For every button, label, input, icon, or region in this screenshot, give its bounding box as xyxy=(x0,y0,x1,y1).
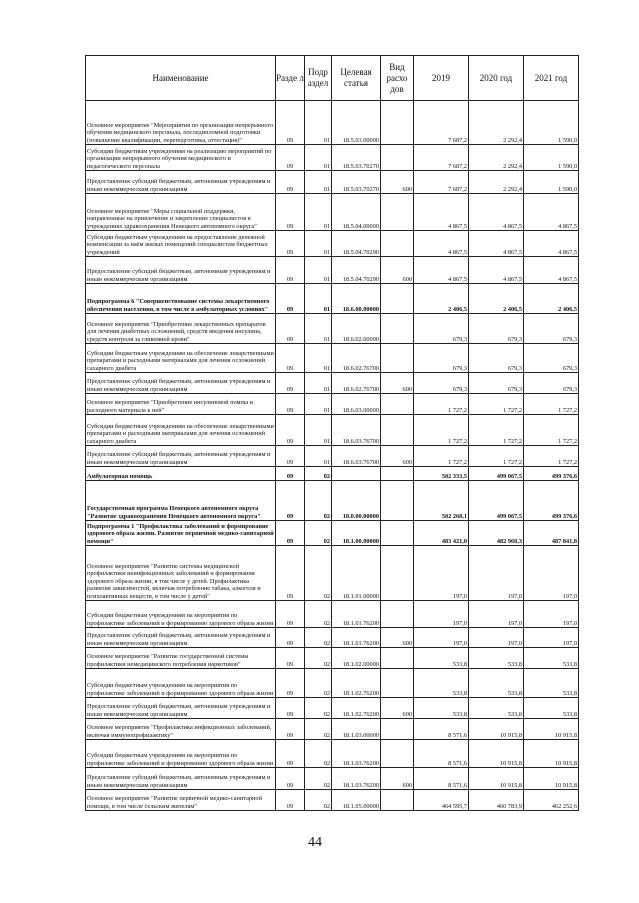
row-subsection: 02 xyxy=(305,719,332,740)
row-2019: 8 571,6 xyxy=(414,768,469,790)
row-expense-type: 600 xyxy=(381,628,414,648)
header-subsection: Подр аздел xyxy=(305,56,332,101)
row-2020: 2 292,4 xyxy=(469,145,524,171)
row-target-article: 18.6.02.00000 xyxy=(332,314,381,344)
row-2020: 4 867,5 xyxy=(469,231,524,257)
row-2021: 4 867,5 xyxy=(524,194,579,231)
row-2020: 482 960,3 xyxy=(469,521,524,546)
row-2021: 197,0 xyxy=(524,546,579,601)
row-subsection: 02 xyxy=(305,546,332,601)
row-2019: 533,8 xyxy=(414,648,469,669)
row-section: 09 xyxy=(276,171,305,194)
row-expense-type xyxy=(381,284,414,314)
row-name: Предоставление субсидий бюджетным, автономным учреждениям и иным некоммерческим организациям xyxy=(86,171,276,194)
row-subsection: 01 xyxy=(305,344,332,373)
row-name: Субсидии бюджетным учреждениям на обеспечение лекарственными препаратами и расходными материалами для лечения осложнений сахарного диабета xyxy=(86,415,276,446)
row-target-article: 18.1.02.76200 xyxy=(332,669,381,698)
row-2019: 197,0 xyxy=(414,628,469,648)
table-row xyxy=(86,628,579,648)
row-subsection: 02 xyxy=(305,601,332,628)
row-section: 09 xyxy=(276,669,305,698)
row-section: 09 xyxy=(276,467,305,481)
row-subsection: 01 xyxy=(305,171,332,194)
row-2019: 7 687,2 xyxy=(414,101,469,145)
row-name: Основное мероприятие "Профилактика инфекционных заболеваний, включая иммунопрофилактику" xyxy=(86,719,276,740)
table-row xyxy=(86,415,579,446)
table-row xyxy=(86,257,579,284)
table-row xyxy=(86,790,579,811)
row-name: Подпрограмма 6 "Совершенствование системы лекарственного обеспечения населения, в том числе в амбулаторных условиях" xyxy=(86,284,276,314)
row-name: Основное мероприятие "Приобретение инсулиновой помпы и расходного материала к ней" xyxy=(86,394,276,415)
row-expense-type xyxy=(381,145,414,171)
row-section: 09 xyxy=(276,481,305,521)
row-2019: 1 727,2 xyxy=(414,394,469,415)
row-subsection: 01 xyxy=(305,314,332,344)
row-2019: 4 867,5 xyxy=(414,231,469,257)
row-name: Основное мероприятие "Развитие системы медицинской профилактики неинфекционных заболеваний и формирования здорового образа жизни, в том числе у детей. Профилактика развития зависимостей, включая потребление табака, алкоголя и психоактивных веществ, в том числе у детей" xyxy=(86,546,276,601)
row-name: Основное мероприятие "Приобретение лекарственных препаратов для лечения диабетных осложнений, средств введения инсулина, средств контроля за гликемией крови" xyxy=(86,314,276,344)
row-2019: 4 867,5 xyxy=(414,194,469,231)
row-name: Основное мероприятие "Мероприятия по организации непрерывного обучения медицинского персонала, последипломной подготовки (повышение квалификации, переподготовка, аттестация)" xyxy=(86,101,276,145)
header-section: Разде л xyxy=(276,56,305,101)
row-section: 09 xyxy=(276,194,305,231)
row-target-article: 18.1.03.00000 xyxy=(332,719,381,740)
row-2020: 2 292,4 xyxy=(469,171,524,194)
row-name: Субсидии бюджетным учреждениям на мероприятия по профилактике заболеваний и формированию здорового образа жизни xyxy=(86,740,276,768)
row-target-article: 18.0.00.00000 xyxy=(332,481,381,521)
row-subsection: 01 xyxy=(305,231,332,257)
row-name: Предоставление субсидий бюджетным, автономным учреждениям и иным некоммерческим организациям xyxy=(86,446,276,467)
page-number: 44 xyxy=(308,835,322,850)
row-2020: 679,3 xyxy=(469,344,524,373)
row-expense-type: 600 xyxy=(381,171,414,194)
table-row xyxy=(86,546,579,601)
row-expense-type: 600 xyxy=(381,446,414,467)
table-header xyxy=(86,56,579,101)
row-2021: 4 867,5 xyxy=(524,257,579,284)
row-expense-type xyxy=(381,314,414,344)
row-2019: 502 333,5 xyxy=(414,467,469,481)
row-section: 09 xyxy=(276,628,305,648)
row-target-article: 18.5.04.70290 xyxy=(332,231,381,257)
row-2021: 10 915,8 xyxy=(524,719,579,740)
row-2019: 533,8 xyxy=(414,698,469,719)
row-subsection: 02 xyxy=(305,648,332,669)
table-row xyxy=(86,740,579,768)
table-row xyxy=(86,194,579,231)
row-2021: 533,8 xyxy=(524,648,579,669)
row-section: 09 xyxy=(276,698,305,719)
row-2021: 679,3 xyxy=(524,373,579,394)
row-subsection: 02 xyxy=(305,768,332,790)
row-section: 09 xyxy=(276,546,305,601)
table-row xyxy=(86,231,579,257)
table-row xyxy=(86,698,579,719)
row-section: 09 xyxy=(276,790,305,811)
row-2020: 197,0 xyxy=(469,601,524,628)
row-expense-type xyxy=(381,101,414,145)
header-name: Наименование xyxy=(86,56,276,101)
row-2019: 502 268,1 xyxy=(414,481,469,521)
row-name: Субсидии бюджетным учреждениям на обеспечение лекарственными препаратами и расходными материалами для лечения осложнений сахарного диабета xyxy=(86,344,276,373)
row-name: Государственная программа Ненецкого автономного округа "Развитие здравоохранения Ненецкого автономного округа" xyxy=(86,481,276,521)
row-name: Подпрограмма 1 "Профилактика заболеваний и формирование здорового образа жизни. Развитие первичной медико-санитарной помощи" xyxy=(86,521,276,546)
table-row xyxy=(86,481,579,521)
row-expense-type xyxy=(381,231,414,257)
row-target-article: 18.1.02.76200 xyxy=(332,698,381,719)
row-target-article: 18.1.05.00000 xyxy=(332,790,381,811)
row-subsection: 02 xyxy=(305,467,332,481)
row-subsection: 01 xyxy=(305,101,332,145)
row-subsection: 02 xyxy=(305,698,332,719)
row-expense-type xyxy=(381,394,414,415)
row-2020: 1 727,2 xyxy=(469,446,524,467)
table-row xyxy=(86,768,579,790)
row-section: 09 xyxy=(276,344,305,373)
row-2021: 499 376,6 xyxy=(524,481,579,521)
row-name: Амбулаторная помощь xyxy=(86,467,276,481)
row-2020: 4 867,5 xyxy=(469,194,524,231)
row-subsection: 01 xyxy=(305,257,332,284)
row-subsection: 02 xyxy=(305,669,332,698)
row-expense-type xyxy=(381,467,414,481)
row-2019: 679,3 xyxy=(414,314,469,344)
row-2020: 2 292,4 xyxy=(469,101,524,145)
row-expense-type: 600 xyxy=(381,257,414,284)
row-target-article xyxy=(332,467,381,481)
row-expense-type xyxy=(381,344,414,373)
row-2021: 1 590,0 xyxy=(524,145,579,171)
row-section: 09 xyxy=(276,740,305,768)
row-target-article: 18.1.03.76200 xyxy=(332,740,381,768)
row-2021: 2 406,5 xyxy=(524,284,579,314)
row-2019: 483 421,0 xyxy=(414,521,469,546)
row-2020: 460 783,9 xyxy=(469,790,524,811)
row-subsection: 02 xyxy=(305,790,332,811)
row-2019: 679,3 xyxy=(414,373,469,394)
table-row xyxy=(86,344,579,373)
table-row xyxy=(86,648,579,669)
row-2020: 197,0 xyxy=(469,546,524,601)
row-2021: 197,0 xyxy=(524,628,579,648)
row-target-article: 18.1.01.76200 xyxy=(332,628,381,648)
row-2019: 1 727,2 xyxy=(414,415,469,446)
row-2019: 197,0 xyxy=(414,546,469,601)
table-row xyxy=(86,446,579,467)
row-target-article: 18.1.01.00000 xyxy=(332,546,381,601)
table-row xyxy=(86,284,579,314)
table-row xyxy=(86,171,579,194)
row-target-article: 18.6.02.76700 xyxy=(332,373,381,394)
row-expense-type xyxy=(381,669,414,698)
row-2020: 533,8 xyxy=(469,669,524,698)
row-target-article: 18.5.04.70290 xyxy=(332,257,381,284)
row-2020: 533,8 xyxy=(469,698,524,719)
row-2019: 7 687,2 xyxy=(414,145,469,171)
table-row xyxy=(86,314,579,344)
table-row xyxy=(86,467,579,481)
row-subsection: 01 xyxy=(305,194,332,231)
row-2021: 533,8 xyxy=(524,698,579,719)
row-name: Предоставление субсидий бюджетным, автономным учреждениям и иным некоммерческим организациям xyxy=(86,373,276,394)
row-expense-type xyxy=(381,740,414,768)
row-2021: 1 727,2 xyxy=(524,446,579,467)
row-subsection: 01 xyxy=(305,145,332,171)
row-2019: 7 687,2 xyxy=(414,171,469,194)
row-2019: 8 571,6 xyxy=(414,740,469,768)
budget-table xyxy=(85,55,579,811)
header-2021: 2021 год xyxy=(524,56,579,101)
row-target-article: 18.5.03.70270 xyxy=(332,171,381,194)
row-section: 09 xyxy=(276,415,305,446)
row-2021: 1 590,0 xyxy=(524,101,579,145)
row-2020: 10 915,8 xyxy=(469,719,524,740)
table-row xyxy=(86,669,579,698)
row-subsection: 02 xyxy=(305,481,332,521)
row-2020: 679,3 xyxy=(469,314,524,344)
row-name: Субсидии бюджетным учреждениям на реализацию мероприятий по организации непрерывного обучения медицинского и педагогического персонала xyxy=(86,145,276,171)
row-2019: 2 406,5 xyxy=(414,284,469,314)
row-name: Основное мероприятие "Развитие государственной системы профилактики немедицинского потребления наркотиков" xyxy=(86,648,276,669)
row-2020: 10 915,8 xyxy=(469,740,524,768)
row-subsection: 01 xyxy=(305,415,332,446)
row-2021: 533,8 xyxy=(524,669,579,698)
row-2019: 197,0 xyxy=(414,601,469,628)
row-2020: 499 067,5 xyxy=(469,481,524,521)
row-2021: 1 590,0 xyxy=(524,171,579,194)
row-name: Основное мероприятие "Меры социальной поддержки, направленные на привлечение и закрепление специалистов в учреждениях здравоохранения Ненецкого автономного округа" xyxy=(86,194,276,231)
row-2021: 499 376,6 xyxy=(524,467,579,481)
row-2021: 197,0 xyxy=(524,601,579,628)
row-expense-type xyxy=(381,194,414,231)
row-name: Субсидии бюджетным учреждениям на мероприятия по профилактике заболеваний и формированию здорового образа жизни xyxy=(86,601,276,628)
row-section: 09 xyxy=(276,394,305,415)
table-row xyxy=(86,521,579,546)
row-expense-type xyxy=(381,719,414,740)
row-name: Предоставление субсидий бюджетным, автономным учреждениям и иным некоммерческим организациям xyxy=(86,628,276,648)
row-name: Предоставление субсидий бюджетным, автономным учреждениям и иным некоммерческим организациям xyxy=(86,698,276,719)
row-target-article: 18.1.01.76200 xyxy=(332,601,381,628)
row-expense-type xyxy=(381,481,414,521)
row-subsection: 02 xyxy=(305,521,332,546)
row-2021: 487 841,8 xyxy=(524,521,579,546)
row-section: 09 xyxy=(276,768,305,790)
row-2020: 499 067,5 xyxy=(469,467,524,481)
row-2019: 533,8 xyxy=(414,669,469,698)
row-expense-type xyxy=(381,415,414,446)
row-subsection: 02 xyxy=(305,628,332,648)
row-section: 09 xyxy=(276,648,305,669)
row-expense-type xyxy=(381,648,414,669)
row-target-article: 18.5.04.00000 xyxy=(332,194,381,231)
row-2021: 679,3 xyxy=(524,344,579,373)
row-target-article: 18.1.03.76200 xyxy=(332,768,381,790)
row-section: 09 xyxy=(276,446,305,467)
row-target-article: 18.6.02.76700 xyxy=(332,344,381,373)
row-expense-type xyxy=(381,790,414,811)
row-target-article: 18.6.03.76700 xyxy=(332,415,381,446)
row-2021: 679,3 xyxy=(524,314,579,344)
row-2019: 679,3 xyxy=(414,344,469,373)
row-target-article: 18.5.03.70270 xyxy=(332,145,381,171)
table-row xyxy=(86,719,579,740)
row-2021: 10 915,8 xyxy=(524,768,579,790)
table-row xyxy=(86,145,579,171)
row-2021: 462 252,6 xyxy=(524,790,579,811)
row-subsection: 01 xyxy=(305,373,332,394)
table-row xyxy=(86,394,579,415)
row-2021: 1 727,2 xyxy=(524,415,579,446)
row-section: 09 xyxy=(276,101,305,145)
row-target-article: 18.6.00.00000 xyxy=(332,284,381,314)
row-subsection: 02 xyxy=(305,740,332,768)
row-expense-type xyxy=(381,601,414,628)
row-2021: 10 915,8 xyxy=(524,740,579,768)
row-section: 09 xyxy=(276,284,305,314)
row-section: 09 xyxy=(276,257,305,284)
row-section: 09 xyxy=(276,373,305,394)
header-expense-type: Вид расхо дов xyxy=(381,56,414,101)
row-name: Предоставление субсидий бюджетным, автономным учреждениям и иным некоммерческим организациям xyxy=(86,768,276,790)
row-section: 09 xyxy=(276,314,305,344)
row-2020: 679,3 xyxy=(469,373,524,394)
header-2019: 2019 xyxy=(414,56,469,101)
row-section: 09 xyxy=(276,601,305,628)
row-expense-type xyxy=(381,521,414,546)
row-2020: 2 406,5 xyxy=(469,284,524,314)
row-2019: 464 595,7 xyxy=(414,790,469,811)
row-expense-type: 600 xyxy=(381,698,414,719)
row-target-article: 18.5.03.00000 xyxy=(332,101,381,145)
row-target-article: 18.6.03.76700 xyxy=(332,446,381,467)
row-target-article: 18.6.03.00000 xyxy=(332,394,381,415)
row-expense-type: 600 xyxy=(381,768,414,790)
row-name: Основное мероприятие "Развитие первичной медико-санитарной помощи, в том числе сельским жителям" xyxy=(86,790,276,811)
row-name: Субсидии бюджетным учреждениям на предоставление денежной компенсации за наём жилых помещений специалистам бюджетных учреждений xyxy=(86,231,276,257)
row-2019: 8 571,6 xyxy=(414,719,469,740)
table-row xyxy=(86,373,579,394)
row-name: Субсидии бюджетным учреждениям на мероприятия по профилактике заболеваний и формированию здорового образа жизни xyxy=(86,669,276,698)
header-2020: 2020 год xyxy=(469,56,524,101)
row-2021: 1 727,2 xyxy=(524,394,579,415)
row-2020: 1 727,2 xyxy=(469,394,524,415)
row-expense-type xyxy=(381,546,414,601)
row-name: Предоставление субсидий бюджетным, автономным учреждениям и иным некоммерческим организациям xyxy=(86,257,276,284)
row-2020: 1 727,2 xyxy=(469,415,524,446)
header-target-article: Целевая статья xyxy=(332,56,381,101)
row-2020: 197,0 xyxy=(469,628,524,648)
row-subsection: 01 xyxy=(305,446,332,467)
row-2020: 533,8 xyxy=(469,648,524,669)
row-section: 09 xyxy=(276,231,305,257)
row-2019: 1 727,2 xyxy=(414,446,469,467)
table-row xyxy=(86,601,579,628)
row-2021: 4 867,5 xyxy=(524,231,579,257)
row-section: 09 xyxy=(276,719,305,740)
table-row xyxy=(86,101,579,145)
row-subsection: 01 xyxy=(305,394,332,415)
row-section: 09 xyxy=(276,521,305,546)
row-2020: 10 915,8 xyxy=(469,768,524,790)
row-expense-type: 600 xyxy=(381,373,414,394)
row-2019: 4 867,5 xyxy=(414,257,469,284)
row-target-article: 18.1.02.00000 xyxy=(332,648,381,669)
row-2020: 4 867,5 xyxy=(469,257,524,284)
row-section: 09 xyxy=(276,145,305,171)
row-target-article: 18.1.00.00000 xyxy=(332,521,381,546)
row-subsection: 01 xyxy=(305,284,332,314)
